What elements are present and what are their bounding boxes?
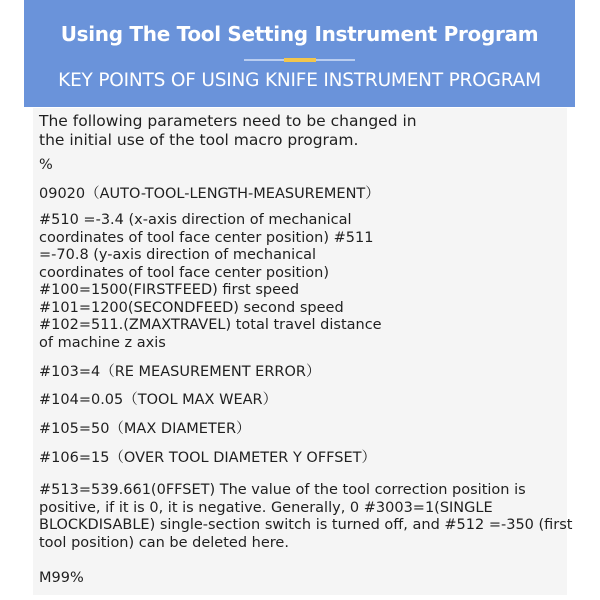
param-104-line: #104=0.05（TOOL MAX WEAR） [39,392,278,408]
parameters-block: #510 =-3.4 (x-axis direction of mechanical coordinates of tool face center position) #511 =-70.8 (y-axis direction of mechanical coordinates of tool face center position) #100=1500(FIRSTFEED) first speed #101=1200(SECONDFEED) second speed #102=511.(ZMAXTRAVEL) total travel distance of machine z axis [39,212,382,351]
intro-text: The following parameters need to be changed in the initial use of the tool macro program. [39,112,417,149]
param-105-line: #105=50（MAX DIAMETER） [39,421,251,437]
param-106-line: #106=15（OVER TOOL DIAMETER Y OFFSET） [39,450,376,466]
param-513-paragraph: #513=539.661(0FFSET) The value of the tool correction position is positive, if it is 0, it is negative. Generally, 0 #3003=1(SINGLE BLOCKDISABLE) single-section switch is turned off, and #512 =-350 (first tool position) can be deleted here. [39,482,573,551]
page-subtitle: KEY POINTS OF USING KNIFE INSTRUMENT PROGRAM [58,70,541,91]
program-content-panel [33,108,573,595]
end-code-line: M99% [39,570,84,586]
program-number-line: 09020（AUTO-TOOL-LENGTH-MEASUREMENT） [39,186,380,202]
percent-line: % [39,157,53,173]
header-banner [24,0,575,107]
param-103-line: #103=4（RE MEASUREMENT ERROR） [39,364,321,380]
header-divider-accent [284,58,316,62]
page-title: Using The Tool Setting Instrument Program [60,22,539,46]
